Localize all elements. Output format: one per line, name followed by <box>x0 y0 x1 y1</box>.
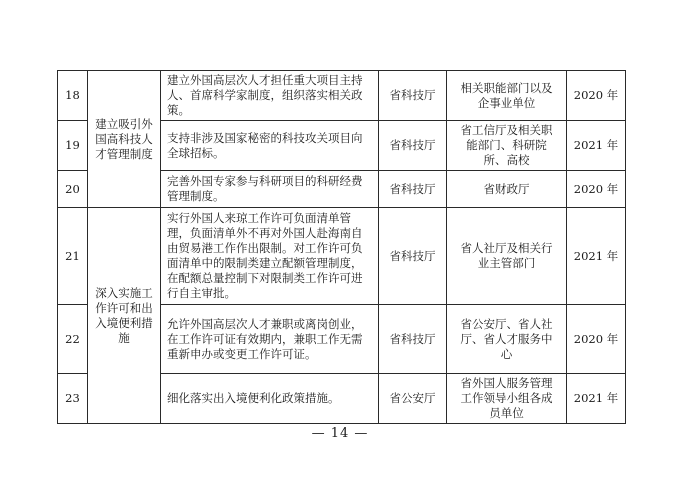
cooperating-unit: 省财政厅 <box>447 171 567 208</box>
deadline-year: 2021 年 <box>567 374 626 424</box>
lead-unit: 省科技厅 <box>379 121 447 171</box>
cooperating-unit: 省人社厅及相关行业主管部门 <box>447 208 567 305</box>
cooperating-unit: 省公安厅、省人社厅、省人才服务中心 <box>447 305 567 374</box>
lead-unit: 省公安厅 <box>379 374 447 424</box>
row-number: 18 <box>58 71 88 121</box>
task-content: 建立外国高层次人才担任重大项目主持人、首席科学家制度，组织落实相关政策。 <box>161 71 379 121</box>
lead-unit: 省科技厅 <box>379 305 447 374</box>
row-number: 19 <box>58 121 88 171</box>
task-content: 实行外国人来琼工作许可负面清单管理，负面清单外不再对外国人赴海南自由贸易港工作作出限制。对工作许可负面清单中的限制类建立配额管理制度，在配额总量控制下对限制类工作许可进行自主审批。 <box>161 208 379 305</box>
page-number: — 14 — <box>311 426 369 441</box>
deadline-year: 2020 年 <box>567 71 626 121</box>
table-row <box>58 71 626 121</box>
policy-table <box>57 70 626 424</box>
deadline-year: 2021 年 <box>567 121 626 171</box>
deadline-year: 2020 年 <box>567 171 626 208</box>
row-number: 20 <box>58 171 88 208</box>
row-number: 22 <box>58 305 88 374</box>
cooperating-unit: 省外国人服务管理工作领导小组各成员单位 <box>447 374 567 424</box>
cooperating-unit: 省工信厅及相关职能部门、科研院所、高校 <box>447 121 567 171</box>
lead-unit: 省科技厅 <box>379 171 447 208</box>
task-content: 允许外国高层次人才兼职或离岗创业，在工作许可证有效期内，兼职工作无需重新申办或变更工作许可证。 <box>161 305 379 374</box>
category-cell: 建立吸引外国高科技人才管理制度 <box>88 71 161 208</box>
deadline-year: 2021 年 <box>567 208 626 305</box>
cooperating-unit: 相关职能部门以及企事业单位 <box>447 71 567 121</box>
lead-unit: 省科技厅 <box>379 71 447 121</box>
lead-unit: 省科技厅 <box>379 208 447 305</box>
task-content: 细化落实出入境便利化政策措施。 <box>161 374 379 424</box>
task-content: 完善外国专家参与科研项目的科研经费管理制度。 <box>161 171 379 208</box>
row-number: 23 <box>58 374 88 424</box>
row-number: 21 <box>58 208 88 305</box>
task-content: 支持非涉及国家秘密的科技攻关项目向全球招标。 <box>161 121 379 171</box>
deadline-year: 2020 年 <box>567 305 626 374</box>
table-row <box>58 208 626 305</box>
category-cell: 深入实施工作许可和出入境便利措施 <box>88 208 161 424</box>
